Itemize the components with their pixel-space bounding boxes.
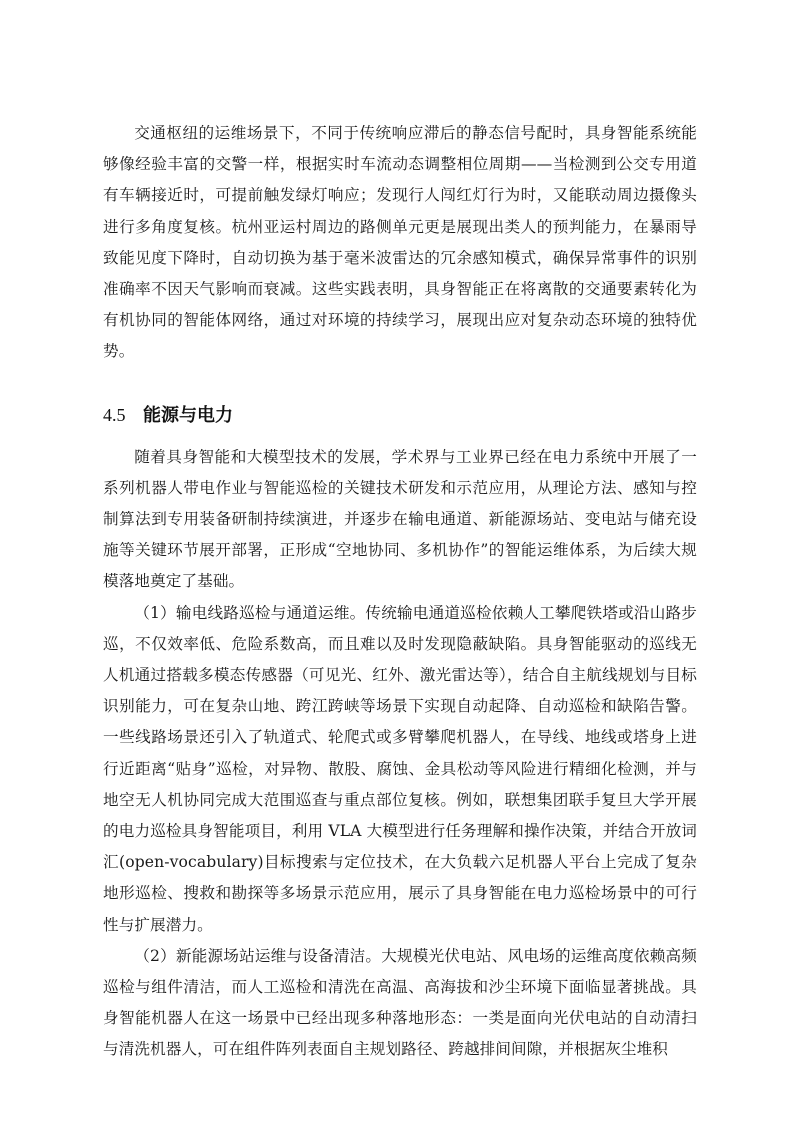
paragraph-energy-intro: 随着具身智能和大模型技术的发展，学术界与工业界已经在电力系统中开展了一系列机器人带电作业与智能巡检的关键技术研发和示范应用，从理论方法、感知与控制算法到专用装备研制持续演进，并逐步在输电通道、新能源场站、变电站与储充设施等关键环节展开部署，正形成“空地协同、多机协作”的智能运维体系，为后续大规模落地奠定了基础。 [103, 447, 697, 591]
section-number: 4.5 [103, 404, 126, 425]
section-heading [103, 400, 697, 431]
paragraph-transport-hub: 交通枢纽的运维场景下，不同于传统响应滞后的静态信号配时，具身智能系统能够像经验丰富的交警一样，根据实时车流动态调整相位周期——当检测到公交专用道有车辆接近时，可提前触发绿灯响应；发现行人闯红灯行为时，又能联动周边摄像头进行多角度复核。杭州亚运村周边的路侧单元更是展现出类人的预判能力，在暴雨导致能见度下降时，自动切换为基于毫米波雷达的冗余感知模式，确保异常事件的识别准确率不因天气影响而衰减。这些实践表明，具身智能正在将离散的交通要素转化为有机协同的智能体网络，通过对环境的持续学习，展现出应对复杂动态环境的独特优势。 [103, 124, 697, 361]
paragraph-transmission-line: （1）输电线路巡检与通道运维。传统输电通道巡检依赖人工攀爬铁塔或沿山路步巡，不仅效率低、危险系数高，而且难以及时发现隐蔽缺陷。具身智能驱动的巡线无人机通过搭载多模态传感器（可见光、红外、激光雷达等），结合自主航线规划与目标识别能力，可在复杂山地、跨江跨峡等场景下实现自动起降、自动巡检和缺陷告警。一些线路场景还引入了轨道式、轮爬式或多臂攀爬机器人，在导线、地线或塔身上进行近距离“贴身”巡检，对异物、散股、腐蚀、金具松动等风险进行精细化检测，并与地空无人机协同完成大范围巡查与重点部位复核。例如，联想集团联手复旦大学开展的电力巡检具身智能项目，利用 VLA 大模型进行任务理解和操作决策，并结合开放词汇(open-vocabulary)目标搜索与定位技术，在大负载六足机器人平台上完成了复杂地形巡检、搜救和勘探等多场景示范应用，展示了具身智能在电力巡检场景中的可行性与扩展潜力。 [103, 603, 697, 934]
paragraph-new-energy: （2）新能源场站运维与设备清洁。大规模光伏电站、风电场的运维高度依赖高频巡检与组件清洁，而人工巡检和清洗在高温、高海拔和沙尘环境下面临显著挑战。具身智能机器人在这一场景中已经出现多种落地形态：一类是面向光伏电站的自动清扫与清洗机器人，可在组件阵列表面自主规划路径、跨越排间间隙，并根据灰尘堆积 [103, 946, 697, 1059]
section-title: 能源与电力 [143, 404, 233, 426]
